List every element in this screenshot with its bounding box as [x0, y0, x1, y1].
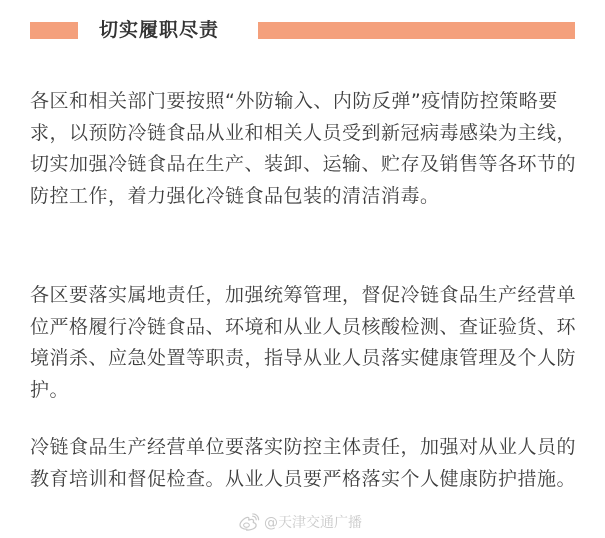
paragraph-prevention-strategy: 各区和相关部门要按照“外防输入、内防反弹”疫情防控策略要求，以预防冷链食品从业和相关人员受到新冠病毒感染为主线，切实加强冷链食品在生产、装卸、运输、贮存及销售等各环节的防控工作，着力强化冷链食品包装的清洁消毒。 [30, 90, 577, 207]
paragraph-district-responsibility: 各区要落实属地责任，加强统筹管理，督促冷链食品生产经营单位严格履行冷链食品、环境和从业人员核酸检测、查证验货、环境消杀、应急处置等职责，指导从业人员落实健康管理及个人防护。 [30, 284, 577, 401]
watermark-text: @天津交通广播 [264, 515, 362, 531]
weibo-icon [238, 513, 260, 531]
source-watermark [238, 511, 362, 533]
paragraph-operator-responsibility: 冷链食品生产经营单位要落实防控主体责任，加强对从业人员的教育培训和督促检查。从业人员要严格落实个人健康防护措施。 [30, 436, 577, 490]
header-accent-bar-right [258, 22, 575, 39]
section-header [30, 12, 575, 50]
section-title: 切实履职尽责 [99, 19, 220, 41]
header-accent-bar-left [30, 22, 78, 39]
